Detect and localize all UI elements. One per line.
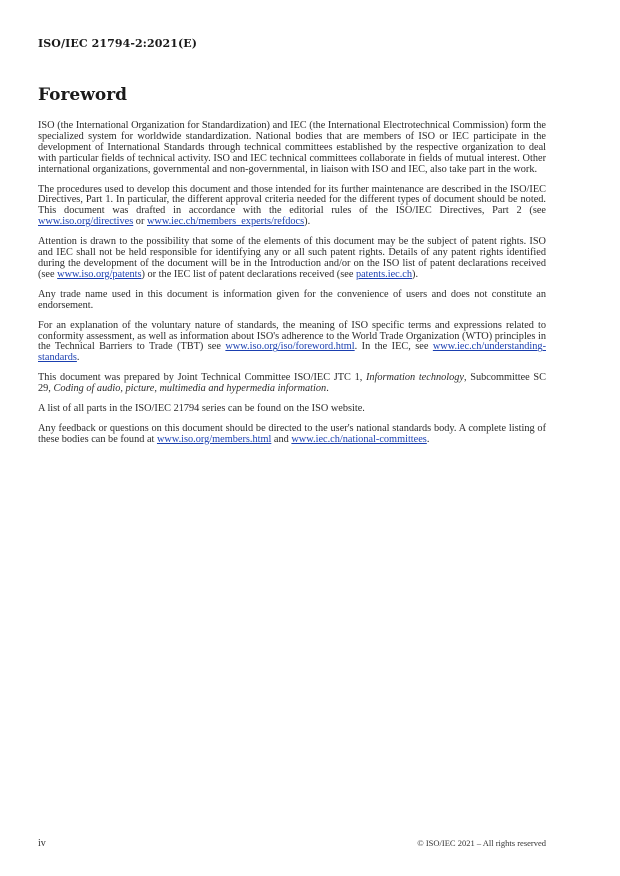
paragraph-series-list — [38, 404, 546, 415]
document-identifier: ISO/IEC 21794-2:2021(E) — [38, 37, 198, 50]
paragraph-text: . — [76, 352, 80, 364]
link-iso-members[interactable]: www.iso.org/members.html — [156, 433, 272, 445]
link-iso-foreword[interactable]: www.iso.org/iso/foreword.html — [225, 341, 355, 353]
page-number: iv — [38, 838, 46, 849]
paragraph-voluntary-nature — [38, 321, 546, 365]
link-iec-refdocs[interactable]: www.iec.ch/members_experts/refdocs — [146, 216, 305, 228]
link-iec-understanding-standards[interactable]: www.iec.ch/understanding-standards — [38, 341, 546, 364]
paragraph-text: A list of all parts in the ISO/IEC 21794 series can be found on the ISO website. — [38, 403, 365, 415]
paragraph-iso-iec-intro — [38, 121, 546, 176]
paragraph-text: ISO (the International Organization for Standardization) and IEC (the International Electrotechnical Commission) form the specialized system for worldwide standardization. National bodies that are members of ISO or IEC participate in the development of International Standards through technical committees established by the respective organization to deal with particular fields of technical activity. ISO and IEC technical committees collaborate in fields of mutual interest. Other international organizations, governmental and non-governmental, in liaison with ISO and IEC, also take part in the work. — [38, 120, 546, 175]
paragraph-text: . — [426, 433, 430, 445]
paragraph-text: The procedures used to develop this document and those intended for its further maintenance are described in the ISO/IEC Directives, Part 1. In particular, the different approval criteria needed for the different types of document should be noted. This document was drafted in accordance with the editorial rules of the ISO/IEC Directives, Part 2 (see — [38, 183, 546, 217]
link-iec-patents[interactable]: patents.iec.ch — [355, 268, 413, 280]
paragraph-text: . In the IEC, see — [354, 341, 433, 353]
paragraph-text: Any feedback or questions on this document should be directed to the user's national standards body. A complete listing of these bodies can be found at — [38, 422, 546, 445]
paragraph-text: and — [271, 433, 292, 445]
paragraph-text: For an explanation of the voluntary nature of standards, the meaning of ISO specific terms and expressions related to conformity assessment, as well as information about ISO's adherence to the World Trade Organization (WTO) principles in the Technical Barriers to Trade (TBT) see — [38, 319, 546, 353]
paragraph-feedback — [38, 424, 546, 446]
paragraph-text: , Subcommittee SC 29, — [38, 372, 546, 395]
link-iso-directives[interactable]: www.iso.org/directives — [38, 216, 134, 228]
copyright-notice: © ISO/IEC 2021 – All rights reserved — [417, 838, 546, 848]
paragraph-text: This document was prepared by Joint Technical Committee ISO/IEC JTC 1, — [38, 372, 366, 384]
paragraph-text: Attention is drawn to the possibility that some of the elements of this document may be the subject of patent rights. ISO and IEC shall not be held responsible for identifying any or all such patent rights. Details of any patent rights identified during the development of the document will be in the Introduction and/or on the ISO list of patent declarations received (see — [38, 236, 546, 280]
paragraph-prepared-by — [38, 373, 546, 395]
paragraph-text: ) or the IEC list of patent declarations received (see — [141, 268, 356, 280]
committee-name: Information technology — [365, 372, 464, 384]
paragraph-procedures — [38, 185, 546, 229]
page-title: Foreword — [38, 85, 128, 105]
link-iso-patents[interactable]: www.iso.org/patents — [57, 268, 142, 280]
paragraph-text: . — [326, 383, 329, 395]
paragraph-trade-name — [38, 290, 546, 312]
link-iec-national-committees[interactable]: www.iec.ch/national-committees — [291, 433, 427, 445]
foreword-body — [38, 121, 546, 455]
paragraph-patents — [38, 237, 546, 281]
subcommittee-name: Coding of audio, picture, multimedia and hypermedia information — [53, 383, 327, 395]
paragraph-text: Any trade name used in this document is information given for the convenience of users and does not constitute an endorsement. — [38, 288, 546, 311]
paragraph-text: or — [133, 216, 147, 228]
paragraph-text: ). — [304, 216, 311, 228]
paragraph-text: ). — [412, 268, 419, 280]
